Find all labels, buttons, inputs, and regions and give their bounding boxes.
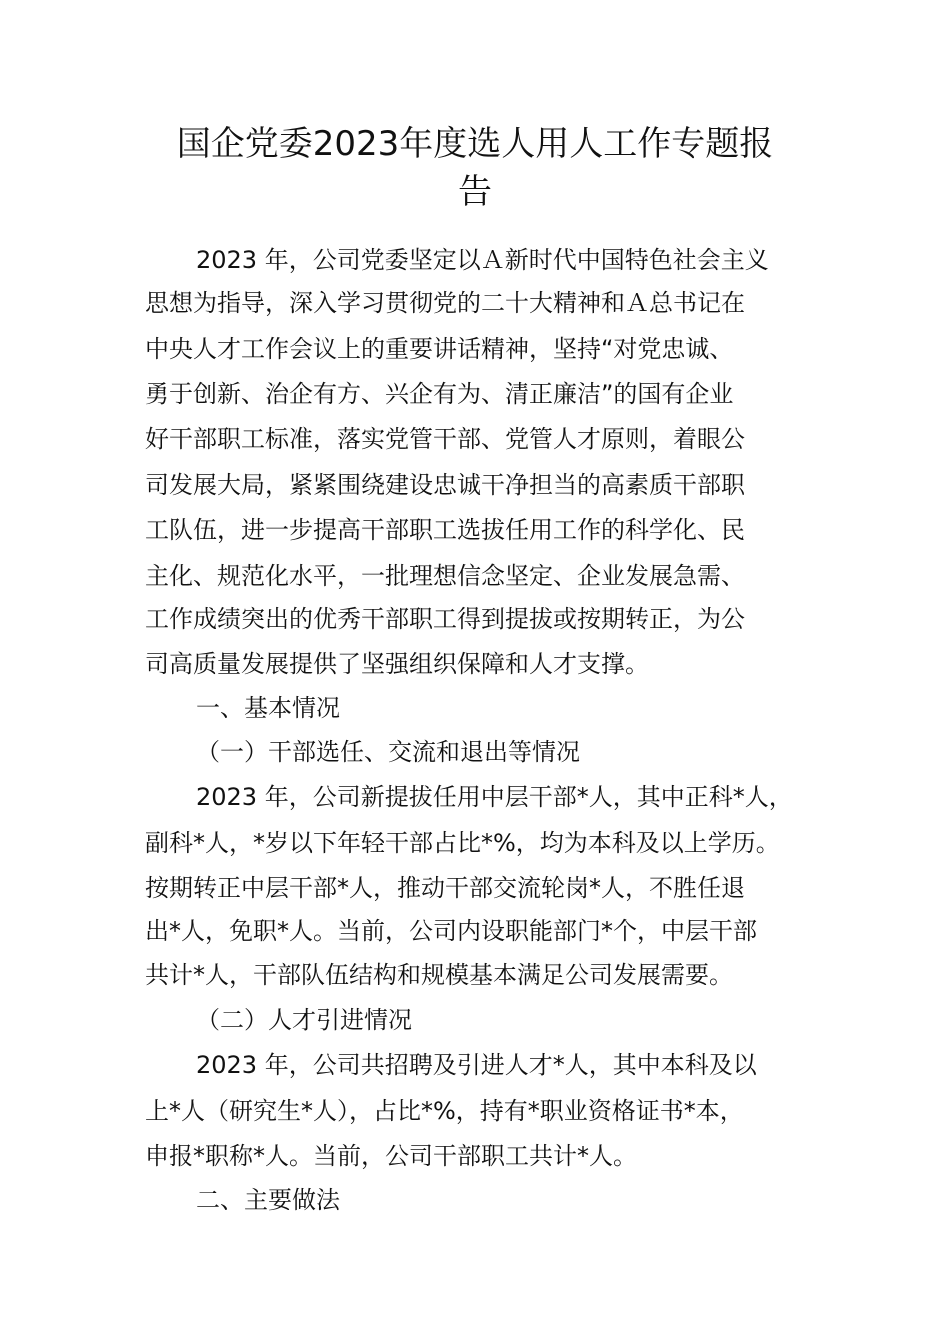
title-line-2: 告 (458, 172, 492, 212)
paragraph-line: 共计*人，干部队伍结构和规模基本满足公司发展需要。 (145, 961, 733, 989)
section-heading: 一、基本情况 (196, 694, 340, 722)
paragraph-line: 工作成绩突出的优秀干部职工得到提拔或按期转正，为公 (145, 605, 745, 633)
paragraph-line: 中央人才工作会议上的重要讲话精神，坚持“对党忠诚、 (145, 335, 734, 363)
paragraph-line: 工队伍，进一步提高干部职工选拔任用工作的科学化、民 (145, 516, 745, 544)
section-heading: 二、主要做法 (196, 1186, 340, 1214)
paragraph-line: 2023 年，公司党委坚定以Ａ新时代中国特色社会主义 (196, 246, 769, 274)
paragraph-line: 思想为指导，深入学习贯彻党的二十大精神和Ａ总书记在 (145, 289, 745, 317)
paragraph-line: 勇于创新、治企有方、兴企有为、清正廉洁”的国有企业 (145, 380, 734, 408)
paragraph-line: 2023 年，公司共招聘及引进人才*人，其中本科及以 (196, 1051, 757, 1079)
paragraph-line: 申报*职称*人。当前，公司干部职工共计*人。 (145, 1142, 637, 1170)
paragraph-line: 司发展大局，紧紧围绕建设忠诚干净担当的高素质干部职 (145, 471, 745, 499)
paragraph-line: 主化、规范化水平，一批理想信念坚定、企业发展急需、 (145, 562, 745, 590)
paragraph-line: 出*人，免职*人。当前，公司内设职能部门*个，中层干部 (145, 917, 757, 945)
subsection-heading: （二）人才引进情况 (196, 1006, 412, 1034)
document-title (140, 120, 810, 216)
paragraph-line: 按期转正中层干部*人，推动干部交流轮岗*人，不胜任退 (145, 874, 745, 902)
paragraph-line: 副科*人，*岁以下年轻干部占比*%，均为本科及以上学历。 (145, 829, 780, 857)
paragraph-line: 司高质量发展提供了坚强组织保障和人才支撑。 (145, 650, 649, 678)
title-line-1: 国企党委2023年度选人用人工作专题报 (176, 124, 774, 164)
paragraph-line: 2023 年，公司新提拔任用中层干部*人，其中正科*人， (196, 783, 793, 811)
subsection-heading: （一）干部选任、交流和退出等情况 (196, 738, 580, 766)
paragraph-line: 好干部职工标准，落实党管干部、党管人才原则，着眼公 (145, 425, 745, 453)
paragraph-line: 上*人（研究生*人），占比*%，持有*职业资格证书*本， (145, 1097, 744, 1125)
